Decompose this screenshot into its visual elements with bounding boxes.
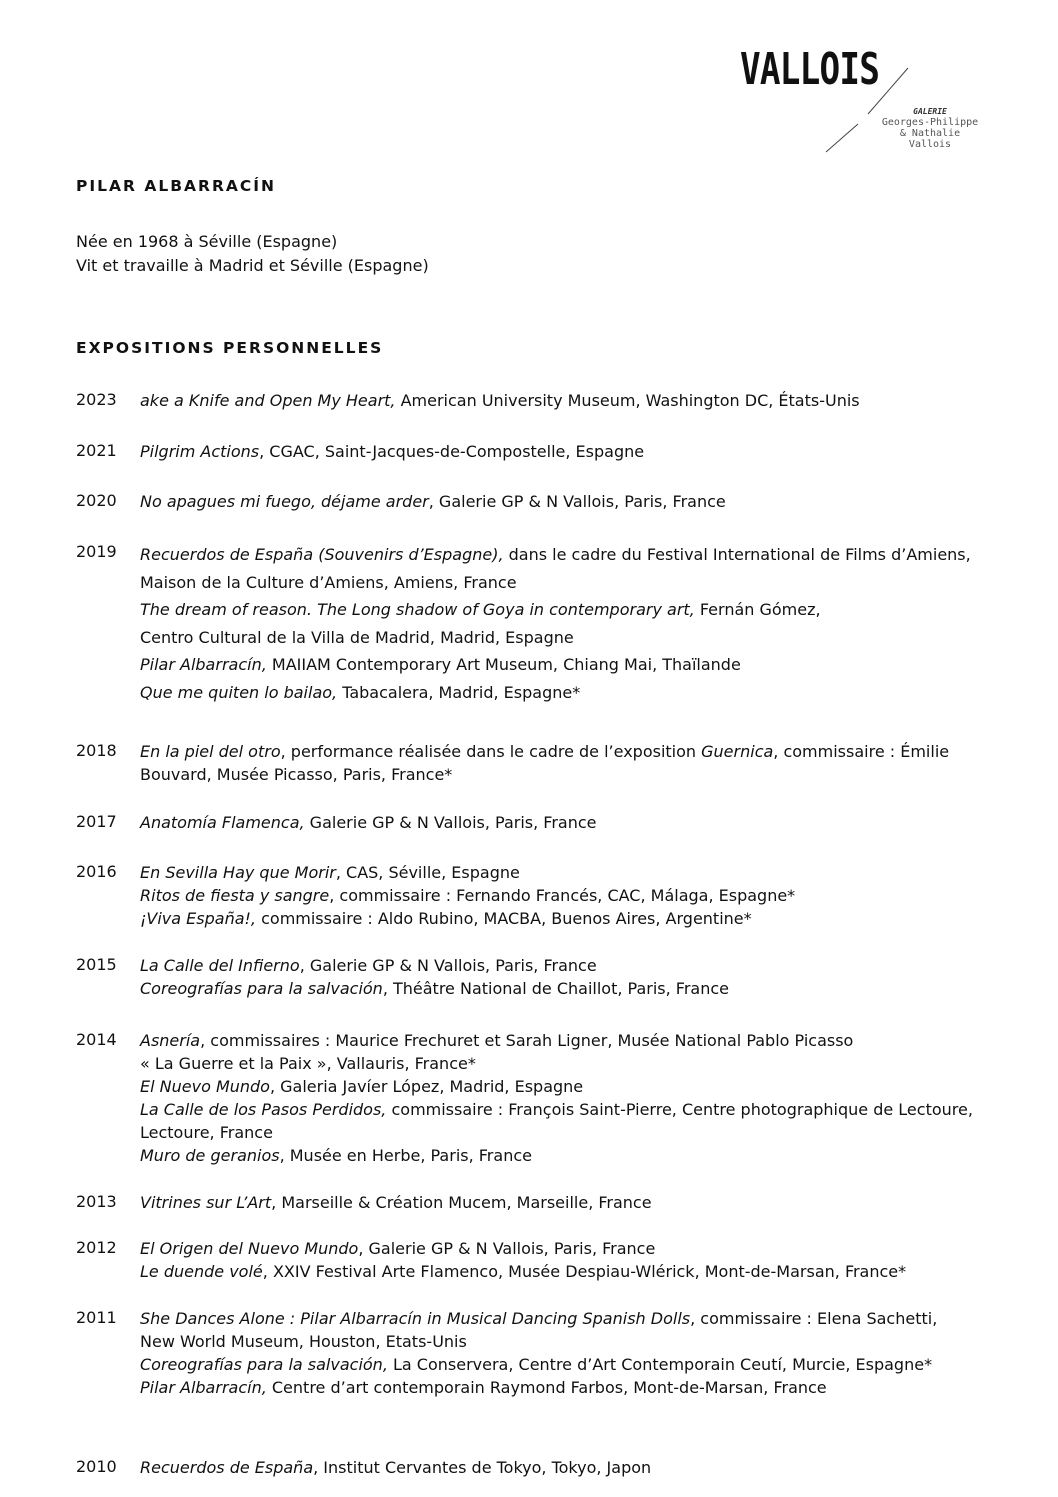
exhibition-line <box>140 1307 1000 1330</box>
exhibition-line <box>140 1121 1000 1144</box>
exhibition-detail-text: , Théâtre National de Chaillot, Paris, France <box>382 979 729 998</box>
artist-birth: Née en 1968 à Séville (Espagne) <box>76 232 338 251</box>
exhibition-detail-text: Galerie GP & N Vallois, Paris, France <box>304 813 597 832</box>
exhibition-title-text: Recuerdos de España (Souvenirs d’Espagne), <box>140 545 504 564</box>
logo-line-2: & Nathalie <box>899 128 961 139</box>
exhibition-detail-text: La Conservera, Centre d’Art Contemporain Ceutí, Murcie, Espagne* <box>387 1355 933 1374</box>
exhibition-line <box>140 624 1000 652</box>
exhibition-detail-text: commissaire : Aldo Rubino, MACBA, Buenos Aires, Argentine* <box>256 909 752 928</box>
exhibition-entry <box>140 861 1000 930</box>
exhibition-title-text: She Dances Alone : Pilar Albarracín in Musical Dancing Spanish Dolls <box>140 1309 691 1328</box>
exhibition-detail-text: , commissaires : Maurice Frechuret et Sarah Ligner, Musée National Pablo Picasso <box>200 1031 854 1050</box>
exhibition-line <box>140 954 1000 977</box>
logo-line-1: Georges-Philippe <box>881 117 979 128</box>
exhibition-line <box>140 440 1000 463</box>
artist-residence: Vit et travaille à Madrid et Séville (Espagne) <box>76 256 429 275</box>
exhibition-detail-text: , commissaire : Elena Sachetti, <box>690 1309 938 1328</box>
exhibition-detail-text: , Galerie GP & N Vallois, Paris, France <box>428 492 726 511</box>
exhibition-title-text: Pilgrim Actions <box>140 442 260 461</box>
exhibition-detail-text: Lectoure, France <box>140 1123 273 1142</box>
exhibition-year: 2015 <box>76 955 117 974</box>
exhibition-year: 2018 <box>76 741 117 760</box>
exhibition-line <box>140 1353 1000 1376</box>
exhibition-detail-text: , commissaire : Émilie <box>773 742 950 761</box>
exhibition-entry <box>140 954 1000 1000</box>
exhibition-line <box>140 1075 1000 1098</box>
gallery-logo-subtitle <box>880 106 980 150</box>
exhibition-title-text: El Origen del Nuevo Mundo <box>140 1239 359 1258</box>
exhibition-year: 2013 <box>76 1192 117 1211</box>
exhibition-detail-text: commissaire : François Saint-Pierre, Centre photographique de Lectoure, <box>386 1100 973 1119</box>
exhibition-title-text: The dream of reason. The Long shadow of Goya in contemporary art, <box>140 600 695 619</box>
exhibition-title-text: Pilar Albarracín, <box>140 655 267 674</box>
exhibition-detail-text: MAIIAM Contemporary Art Museum, Chiang Mai, Thaïlande <box>266 655 741 674</box>
exhibition-detail-text: , Galeria Javíer López, Madrid, Espagne <box>269 1077 584 1096</box>
exhibition-title-text: Guernica <box>701 742 774 761</box>
exhibition-title-text: ¡Viva España!, <box>140 909 257 928</box>
exhibition-title-text: Vitrines sur L’Art <box>140 1193 272 1212</box>
exhibition-entry <box>140 389 1000 412</box>
exhibition-line <box>140 763 1000 786</box>
exhibition-entry <box>140 1456 1000 1479</box>
exhibition-detail-text: , CAS, Séville, Espagne <box>335 863 520 882</box>
exhibition-detail-text: , Musée en Herbe, Paris, France <box>279 1146 532 1165</box>
exhibition-entry <box>140 1029 1000 1167</box>
exhibition-detail-text: , CGAC, Saint-Jacques-de-Compostelle, Espagne <box>259 442 645 461</box>
exhibition-detail-text: American University Museum, Washington DC, États-Unis <box>395 391 860 410</box>
exhibition-year: 2023 <box>76 390 117 409</box>
artist-bio <box>76 230 429 278</box>
exhibition-line <box>140 651 1000 679</box>
exhibition-entry <box>140 1191 1000 1214</box>
exhibition-year: 2020 <box>76 491 117 510</box>
exhibition-year: 2010 <box>76 1457 117 1476</box>
exhibition-title-text: No apagues mi fuego, déjame arder <box>140 492 429 511</box>
exhibition-line <box>140 1330 1000 1353</box>
exhibition-year: 2016 <box>76 862 117 881</box>
exhibition-entry <box>140 440 1000 463</box>
exhibition-line <box>140 861 1000 884</box>
exhibition-title-text: La Calle del Infierno <box>140 956 300 975</box>
exhibition-title-text: Recuerdos de España <box>140 1458 314 1477</box>
exhibition-line <box>140 1376 1000 1399</box>
exhibition-title-text: La Calle de los Pasos Perdidos, <box>140 1100 387 1119</box>
exhibition-detail-text: Bouvard, Musée Picasso, Paris, France* <box>140 765 453 784</box>
exhibition-line <box>140 1456 1000 1479</box>
exhibition-detail-text: , commissaire : Fernando Francés, CAC, Málaga, Espagne* <box>329 886 796 905</box>
exhibition-line <box>140 884 1000 907</box>
exhibition-title-text: En la piel del otro <box>140 742 281 761</box>
logo-galerie-label: GALERIE <box>913 107 947 116</box>
exhibition-year: 2017 <box>76 812 117 831</box>
exhibition-detail-text: , Institut Cervantes de Tokyo, Tokyo, Japon <box>313 1458 652 1477</box>
exhibition-year: 2019 <box>76 542 117 561</box>
exhibition-line <box>140 596 1000 624</box>
exhibition-entry <box>140 1307 1000 1399</box>
exhibition-detail-text: , Galerie GP & N Vallois, Paris, France <box>358 1239 656 1258</box>
exhibition-title-text: ake a Knife and Open My Heart, <box>140 391 396 410</box>
exhibition-line <box>140 1052 1000 1075</box>
exhibition-detail-text: Tabacalera, Madrid, Espagne* <box>337 682 581 702</box>
logo-line-3: Vallois <box>908 139 952 150</box>
exhibition-title-text: Anatomía Flamenca, <box>140 813 305 832</box>
exhibition-line <box>140 740 1000 763</box>
exhibition-line <box>140 1237 1000 1260</box>
exhibition-title-text: El Nuevo Mundo <box>140 1077 270 1096</box>
exhibition-entry <box>140 490 1000 513</box>
exhibition-detail-text: dans le cadre du Festival International de Films d’Amiens, <box>503 545 971 564</box>
section-title: EXPOSITIONS PERSONNELLES <box>76 339 384 357</box>
gallery-logo-wordmark: VALLOIS <box>740 44 880 95</box>
exhibition-line <box>140 569 1000 597</box>
exhibition-title-text: Muro de geranios <box>140 1146 280 1165</box>
exhibition-line <box>140 490 1000 513</box>
exhibition-detail-text: New World Museum, Houston, Etats-Unis <box>140 1332 467 1351</box>
exhibition-detail-text: Centre d’art contemporain Raymond Farbos, Mont-de-Marsan, France <box>266 1378 827 1397</box>
exhibition-entry <box>140 541 1000 706</box>
exhibition-title-text: Coreografías para la salvación, <box>140 1355 388 1374</box>
exhibition-year: 2021 <box>76 441 117 460</box>
exhibition-detail-text: , Marseille & Création Mucem, Marseille, France <box>271 1193 652 1212</box>
exhibition-year: 2012 <box>76 1238 117 1257</box>
exhibition-entry <box>140 811 1000 834</box>
exhibition-detail-text: , Galerie GP & N Vallois, Paris, France <box>299 956 597 975</box>
exhibition-title-text: Pilar Albarracín, <box>140 1378 267 1397</box>
exhibition-line <box>140 977 1000 1000</box>
exhibition-line <box>140 1144 1000 1167</box>
exhibition-line <box>140 1260 1000 1283</box>
exhibition-line <box>140 811 1000 834</box>
exhibition-line <box>140 1191 1000 1214</box>
exhibition-year: 2011 <box>76 1308 117 1327</box>
exhibition-title-text: En Sevilla Hay que Morir <box>140 863 336 882</box>
exhibition-line <box>140 1029 1000 1052</box>
exhibition-entry <box>140 740 1000 786</box>
exhibition-title-text: Ritos de fiesta y sangre <box>140 886 330 905</box>
exhibition-line <box>140 389 1000 412</box>
exhibition-detail-text: Maison de la Culture d’Amiens, Amiens, France <box>140 572 517 592</box>
exhibition-line <box>140 679 1000 707</box>
exhibition-line <box>140 907 1000 930</box>
exhibition-detail-text: Fernán Gómez, <box>694 600 821 619</box>
exhibition-title-text: Le duende volé <box>140 1262 263 1281</box>
exhibition-title-text: Asnería <box>140 1031 201 1050</box>
exhibition-title-text: Coreografías para la salvación <box>140 979 383 998</box>
exhibition-detail-text: , performance réalisée dans le cadre de l’exposition <box>280 742 702 761</box>
exhibition-line <box>140 1098 1000 1121</box>
exhibition-line <box>140 541 1000 569</box>
exhibition-detail-text: , XXIV Festival Arte Flamenco, Musée Despiau-Wlérick, Mont-de-Marsan, France* <box>262 1262 907 1281</box>
exhibition-detail-text: « La Guerre et la Paix », Vallauris, France* <box>140 1054 476 1073</box>
exhibition-year: 2014 <box>76 1030 117 1049</box>
exhibition-detail-text: Centro Cultural de la Villa de Madrid, Madrid, Espagne <box>140 627 574 647</box>
exhibition-entry <box>140 1237 1000 1283</box>
exhibition-title-text: Que me quiten lo bailao, <box>140 682 338 702</box>
artist-name: PILAR ALBARRACÍN <box>76 177 276 195</box>
